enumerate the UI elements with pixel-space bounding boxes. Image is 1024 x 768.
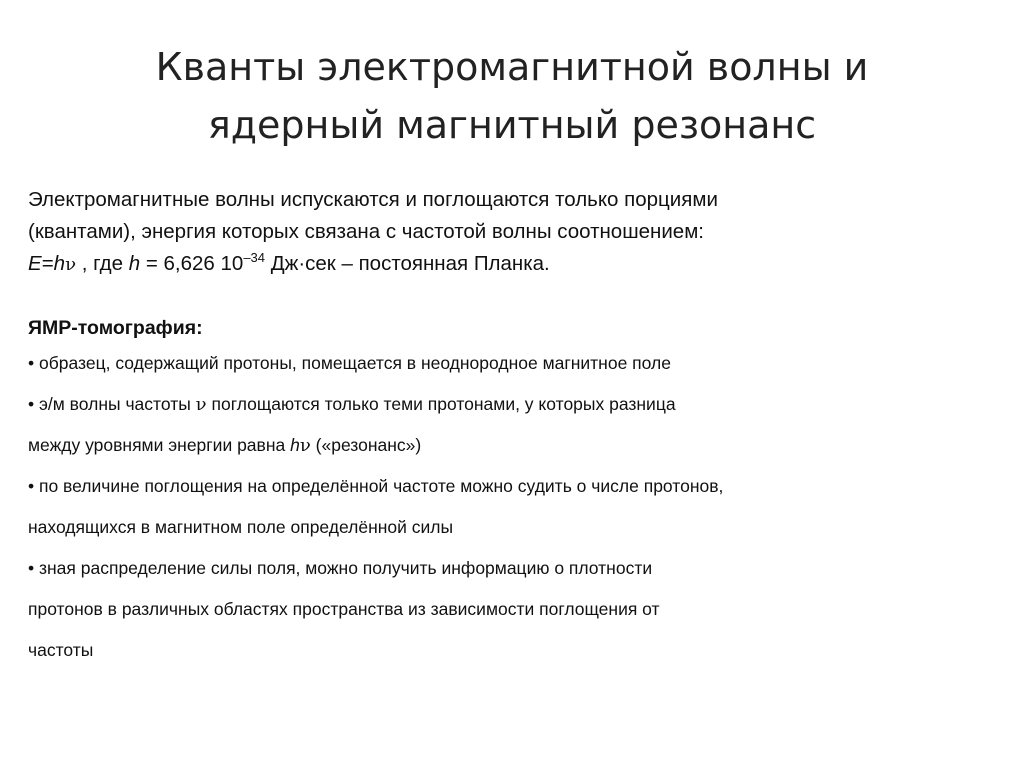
frequency-symbol-2: ν [299,435,311,456]
formula-energy-symbol: E [28,252,42,275]
formula-where: , где [76,252,129,275]
planck-constant-units: Дж·сек – постоянная Планка. [265,252,550,275]
planck-formula-line [28,248,988,281]
intro-line-1: Электромагнитные волны испускаются и поглощаются только порциями [28,188,718,211]
slide-title-line-1: Кванты электромагнитной волны и [155,45,869,89]
bullet-2-line-1 [28,384,998,425]
intro-paragraph [28,184,988,281]
frequency-symbol: ν [195,394,207,415]
bullet-3-line-2: находящихся в магнитном поле определённой силы [28,517,454,537]
formula-planck-symbol-2: h [128,252,141,275]
bullet-2-line-2 [28,425,998,466]
slide-title-line-2: ядерный магнитный резонанс [207,103,817,147]
bullet-1: • образец, содержащий протоны, помещается в неоднородное магнитное поле [28,353,671,373]
bullet-2-text-a: • э/м волны частоты [28,394,196,414]
planck-symbol: h [290,435,300,455]
bullet-4-line-1: • зная распределение силы поля, можно получить информацию о плотности [28,558,653,578]
formula-planck-symbol: h [53,252,66,275]
formula-equals-2: = [140,252,164,275]
formula-equals: = [41,252,54,275]
bullet-2-text-d: («резонанс») [310,435,422,455]
bullet-2-text-b: поглощаются только теми протонами, у которых разница [206,394,676,414]
bullet-4-line-3: частоты [28,640,94,660]
mri-heading: ЯМР-томография: [28,317,203,339]
bullet-4-line-2: протонов в различных областях пространства из зависимости поглощения от [28,599,660,619]
bullet-3-line-1: • по величине поглощения на определённой частоте можно судить о числе протонов, [28,476,724,496]
formula-frequency-symbol: ν [65,254,77,275]
bullet-2-text-c: между уровнями энергии равна [28,435,291,455]
planck-constant-exponent: –34 [243,250,266,265]
slide-title [60,38,964,154]
mri-bullet-list [28,343,998,671]
intro-line-2: (квантами), энергия которых связана с частотой волны соотношением: [28,220,704,243]
planck-constant-value: 6,626 10 [163,252,244,275]
